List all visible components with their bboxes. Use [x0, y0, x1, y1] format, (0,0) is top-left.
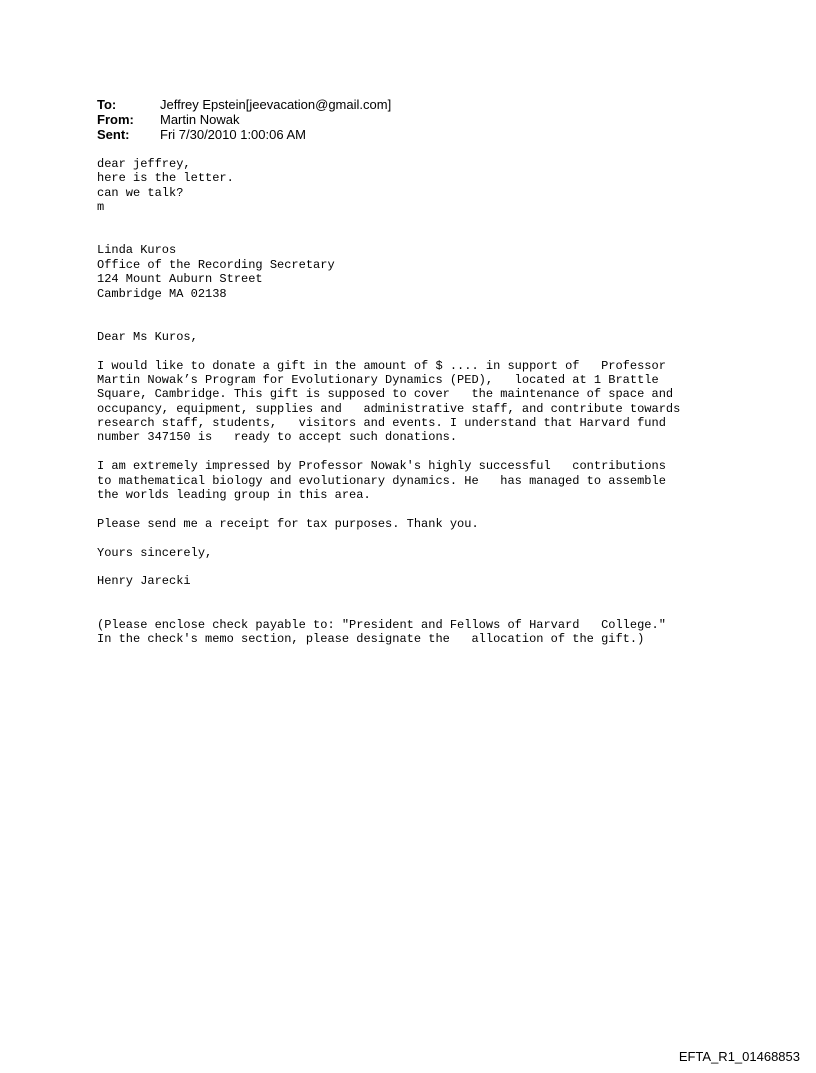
paragraph-impressed: [97, 459, 777, 502]
paragraph-donation: [97, 359, 777, 445]
intro-note: [97, 157, 777, 215]
recipient-address: [97, 243, 777, 301]
from-row: [97, 112, 391, 127]
note-line: m: [97, 200, 105, 215]
address-line: Office of the Recording Secretary: [97, 257, 335, 272]
receipt-request: Please send me a receipt for tax purposes. Thank you.: [97, 516, 479, 531]
to-value: Jeffrey Epstein[jeevacation@gmail.com]: [160, 97, 392, 112]
note-line: here is the letter.: [97, 171, 234, 186]
address-line: Cambridge MA 02138: [97, 286, 227, 301]
sent-value: Fri 7/30/2010 1:00:06 AM: [160, 127, 306, 142]
address-line: Linda Kuros: [97, 243, 177, 258]
sent-label: Sent:: [97, 127, 130, 142]
paragraph-line: number 347150 is ready to accept such donations.: [97, 430, 458, 445]
paragraph-line: I am extremely impressed by Professor Nowak's highly successful contributions: [97, 459, 666, 474]
address-line: 124 Mount Auburn Street: [97, 272, 263, 287]
paragraph-line: the worlds leading group in this area.: [97, 488, 371, 503]
closing: Yours sincerely,: [97, 545, 213, 560]
paragraph-line: to mathematical biology and evolutionary dynamics. He has managed to assemble: [97, 473, 666, 488]
paragraph-line: Martin Nowak’s Program for Evolutionary Dynamics (PED), located at 1 Brattle: [97, 372, 659, 387]
paragraph-line: occupancy, equipment, supplies and administrative staff, and contribute towards: [97, 401, 681, 416]
document-id: EFTA_R1_01468853: [678, 1049, 800, 1064]
paragraph-line: I would like to donate a gift in the amount of $ .... in support of Professor: [97, 358, 666, 373]
salutation: Dear Ms Kuros,: [97, 329, 198, 344]
paragraph-line: Square, Cambridge. This gift is supposed to cover the maintenance of space and: [97, 387, 674, 402]
to-label: To:: [97, 97, 117, 112]
note-line: can we talk?: [97, 185, 184, 200]
paragraph-line: research staff, students, visitors and events. I understand that Harvard fund: [97, 416, 666, 431]
check-instructions: [97, 618, 777, 647]
check-note-line: In the check's memo section, please designate the allocation of the gift.): [97, 631, 645, 646]
email-header: [97, 97, 391, 142]
from-value: Martin Nowak: [160, 112, 240, 127]
email-body: [97, 157, 777, 646]
from-label: From:: [97, 112, 134, 127]
to-row: [97, 97, 391, 112]
check-note-line: (Please enclose check payable to: "President and Fellows of Harvard College.": [97, 617, 666, 632]
sent-row: [97, 127, 391, 142]
note-line: dear jeffrey,: [97, 157, 191, 171]
signature-name: Henry Jarecki: [97, 574, 191, 589]
